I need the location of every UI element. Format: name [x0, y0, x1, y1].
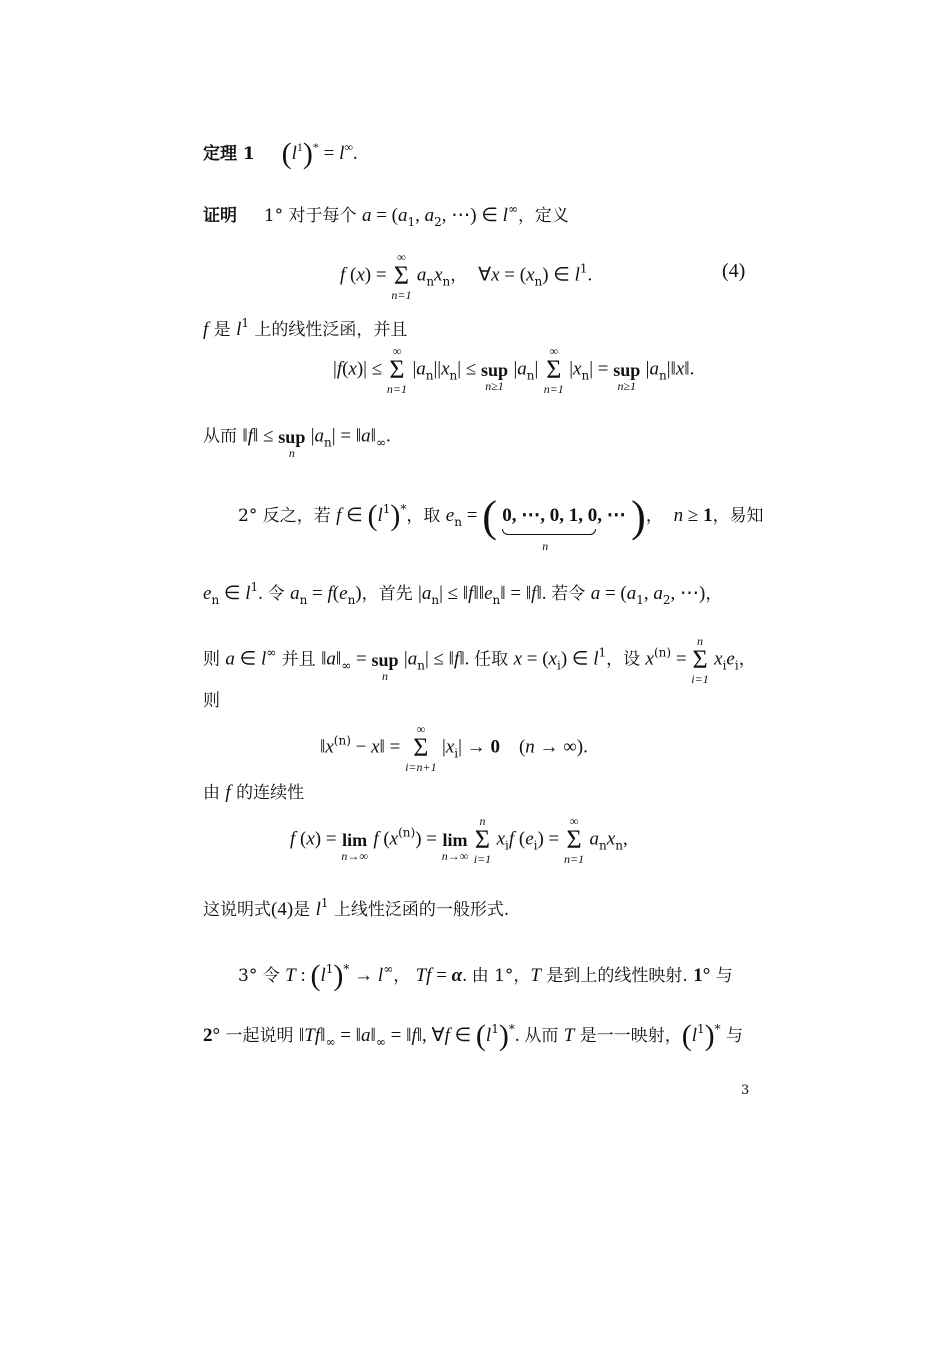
equation-4: f (x) = ∞ Σ n=1 $a_nx_n$， ∀x = $(x_n)$ ∈ $l^1$. [340, 250, 593, 302]
limit-equation: f (x) = lim n→∞ f $(x^{(n)})$ = lim n→∞ n Σ i=1 $x_if$ $(e_i)$ = ∞ Σ n=1 $a_nx_n$, [290, 814, 628, 866]
equation-number: (4) [722, 260, 746, 282]
theorem-label: 定理 1 [203, 144, 255, 164]
proof-label: 证明 [203, 206, 237, 226]
general-form-text: 这说明式(4)是 $l^1$ 上线性泛函的一般形式. [203, 896, 510, 920]
theorem-line [203, 136, 358, 170]
proof-step2-line2: $e_n$ ∈ $l^1$. 令 $a_n = f(e_n)$，首先 $|a_n|$ ≤ $‖f‖‖e_n‖$ = ‖f‖. 若令 $a = (a_1$, $a_2$, ⋯)， [203, 580, 723, 607]
theorem-statement: $(l^1)^* = l^\infty$. [281, 137, 358, 170]
proof-step3-line1: 3° 令 T : $(l^1)^* \to l^\infty$， Tf = α. 由 1°，T 是到上的线性映射. 1° 与 [238, 959, 733, 992]
linear-text: f 是 $l^1$ 上的线性泛函，并且 [203, 316, 408, 340]
bound-equation: |f(x)| ≤ ∞ Σ n=1 $|a_n||x_n|$ ≤ sup n≥1 $|a_n|$ ∞ Σ n=1 $|x_n|$ = sup n≥1 $|a_n|‖x‖$. [333, 344, 695, 396]
proof-step3-line2: 2° 一起说明 $‖Tf‖_\infty$ = $‖a‖_\infty$ = ‖f‖, ∀f ∈ $(l^1)^*$. 从而 T 是一一映射，$(l^1)^*$ 与 [203, 1019, 744, 1052]
proof-step2-intro: 2° 反之，若 f ∈ $(l^1)^*$，取 $e_n$ = ( 0, ⋯, 0, 1, 0, ⋯ n )， n ≥ 1，易知 [238, 492, 764, 553]
proof-step1-intro: 证明 1° 对于每个 $a = (a_1$, $a_2$, ⋯) ∈ l∞，定义 [203, 202, 569, 229]
proof-step2-line3: 则 a ∈ l∞ 并且 $‖a‖_\infty$ = sup n $|a_n|$ ≤ ‖f‖. 任取 $x = (x_i)$ ∈ $l^1$，设 $x^{(n)}$ = n Σ i=1 $x_ie_i$， [203, 634, 756, 686]
continuity-text: 由 f 的连续性 [203, 782, 305, 803]
convergence-equation: $‖x^{(n)}$ − x‖ = ∞ Σ i=n+1 $|x_i| \to 0$ (n → ∞). [320, 722, 588, 774]
page-number: 3 [741, 1083, 750, 1098]
norm-conclusion: 从而 ‖f‖ ≤ sup n $|a_n|$ = $‖a‖_\infty$. [203, 425, 391, 460]
then-word: 则 [203, 691, 220, 711]
